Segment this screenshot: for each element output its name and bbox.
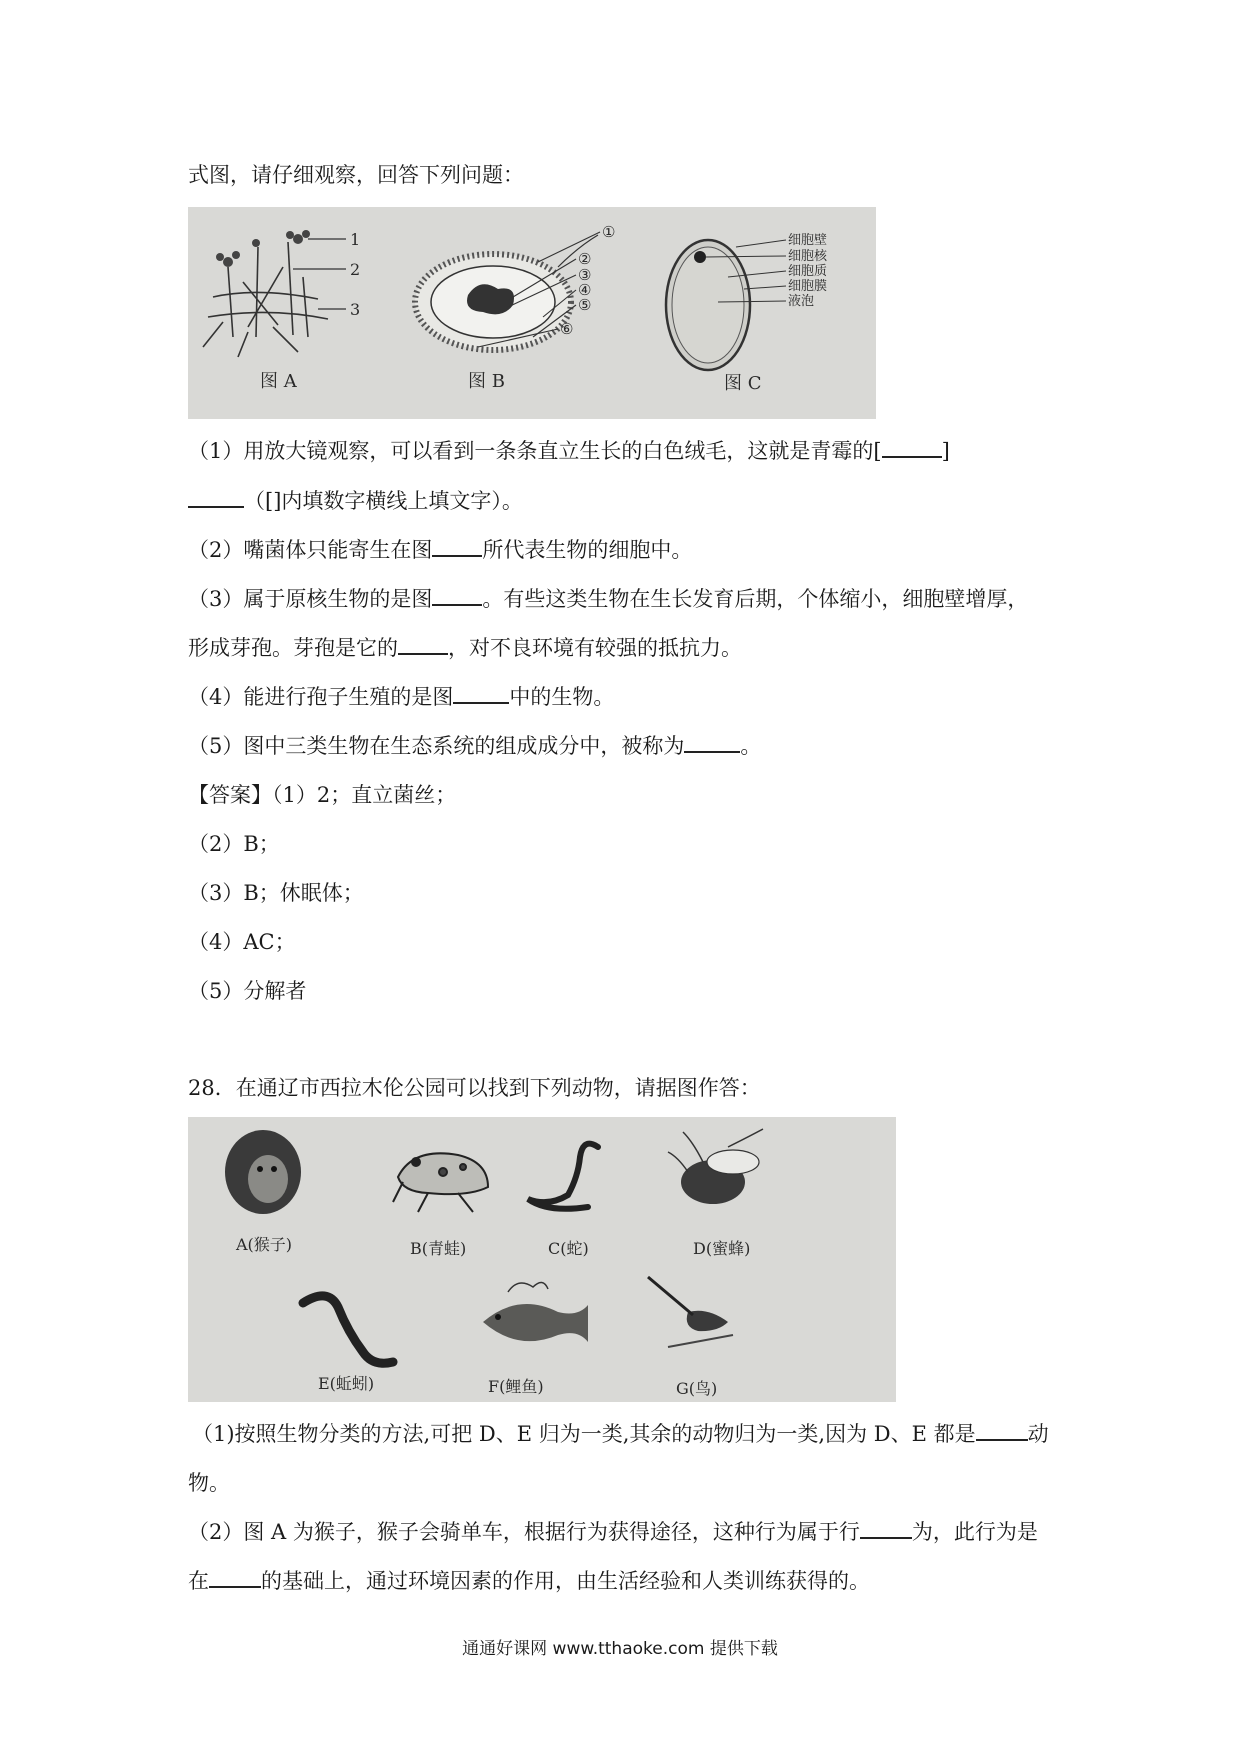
monkey-drawing: [225, 1130, 301, 1214]
microbe-figure: [188, 207, 876, 419]
answer-blank: [209, 1566, 261, 1588]
q27-answer-2: （2）B；: [188, 832, 280, 856]
answer-blank: [398, 633, 448, 655]
q27-sub-2: （2）嘴菌体只能寄生在图 所代表生物的细胞中。: [188, 535, 692, 565]
fig-b-num-2: ②: [578, 250, 592, 268]
fig-c-label-membrane: 细胞膜: [788, 279, 828, 294]
animal-label-snake: C(蛇): [548, 1239, 589, 1258]
fig-a-label: 图 A: [260, 371, 297, 392]
bee-drawing: [668, 1129, 763, 1204]
fig-c-label-cytoplasm: 细胞质: [788, 264, 828, 279]
fig-b-label: 图 B: [468, 371, 505, 392]
answer-blank: [860, 1517, 912, 1539]
q28-sub-1: （1)按照生物分类的方法,可把 D、E 归为一类,其余的动物归为一类,因为 D、E 都是 动: [192, 1419, 1049, 1449]
page-footer: 通通好课网 www.tthaoke.com 提供下载: [462, 1639, 778, 1659]
animal-label-bee: D(蜜蜂): [693, 1239, 751, 1258]
snake-drawing: [528, 1144, 598, 1209]
answer-blank: [432, 535, 482, 557]
q27-sub-5: （5）图中三类生物在生态系统的组成成分中，被称为 。: [188, 731, 761, 761]
q28-sub-2-cont: 在 的基础上，通过环境因素的作用，由生活经验和人类训练获得的。: [188, 1566, 870, 1596]
q27-answer-1: 【答案】（1）2；直立菌丝；: [188, 783, 457, 807]
animal-figure: [188, 1117, 896, 1402]
animal-label-bird: G(鸟): [676, 1379, 718, 1398]
fig-a-num-3: 3: [350, 300, 361, 319]
yeast-drawing: [666, 240, 750, 370]
answer-blank: [882, 436, 942, 458]
fig-b-num-1: ①: [602, 223, 616, 241]
fig-a-num-2: 2: [350, 260, 361, 279]
q27-sub-1: （1）用放大镜观察，可以看到一条条直立生长的白色绒毛，这就是青霉的[ ]: [188, 436, 950, 466]
q28-sub-2: （2）图 A 为猴子，猴子会骑单车，根据行为获得途径，这种行为属于行 为，此行为是: [188, 1517, 1038, 1547]
animal-label-earthworm: E(蚯蚓): [318, 1374, 375, 1393]
earthworm-drawing: [303, 1296, 393, 1363]
fig-c-label: 图 C: [724, 373, 762, 394]
fig-c-label-wall: 细胞壁: [788, 233, 828, 248]
answer-blank: [453, 682, 509, 704]
bird-drawing: [648, 1277, 733, 1347]
q27-answer-4: （4）AC；: [188, 930, 296, 954]
answer-blank: [432, 584, 482, 606]
fig-b-num-6: ⑥: [560, 320, 574, 338]
q27-intro: 式图，请仔细观察，回答下列问题：: [188, 163, 524, 187]
answer-blank: [976, 1419, 1028, 1441]
animal-label-carp: F(鲤鱼): [488, 1377, 544, 1396]
answer-blank: [188, 486, 244, 508]
animal-label-frog: B(青蛙): [410, 1239, 467, 1258]
frog-drawing: [393, 1153, 488, 1212]
fig-a-num-1: 1: [350, 230, 361, 249]
answer-blank: [684, 731, 740, 753]
fig-c-label-nucleus: 细胞核: [788, 249, 828, 264]
q27-answer-5: （5）分解者: [188, 979, 307, 1003]
fig-c-label-vacuole: 液泡: [788, 294, 815, 309]
animal-label-monkey: A(猴子): [236, 1235, 293, 1254]
carp-drawing: [483, 1282, 588, 1342]
q27-answer-3: （3）B；休眠体；: [188, 881, 364, 905]
fig-b-num-4: ④: [578, 281, 592, 299]
q27-sub-3-cont: 形成芽孢。芽孢是它的 ，对不良环境有较强的抵抗力。: [188, 633, 742, 663]
fig-b-num-5: ⑤: [578, 296, 592, 314]
fig-b-num-3: ③: [578, 266, 592, 284]
q27-sub-3: （3）属于原核生物的是图 。有些这类生物在生长发育后期，个体缩小，细胞壁增厚，: [188, 584, 1028, 614]
q27-sub-1-cont: （[]内填数字横线上填文字）。: [188, 486, 523, 516]
q27-sub-4: （4）能进行孢子生殖的是图 中的生物。: [188, 682, 614, 712]
q28-intro: 28．在通辽市西拉木伦公园可以找到下列动物，请据图作答：: [188, 1076, 761, 1100]
q28-sub-1-cont: 物。: [188, 1471, 230, 1495]
